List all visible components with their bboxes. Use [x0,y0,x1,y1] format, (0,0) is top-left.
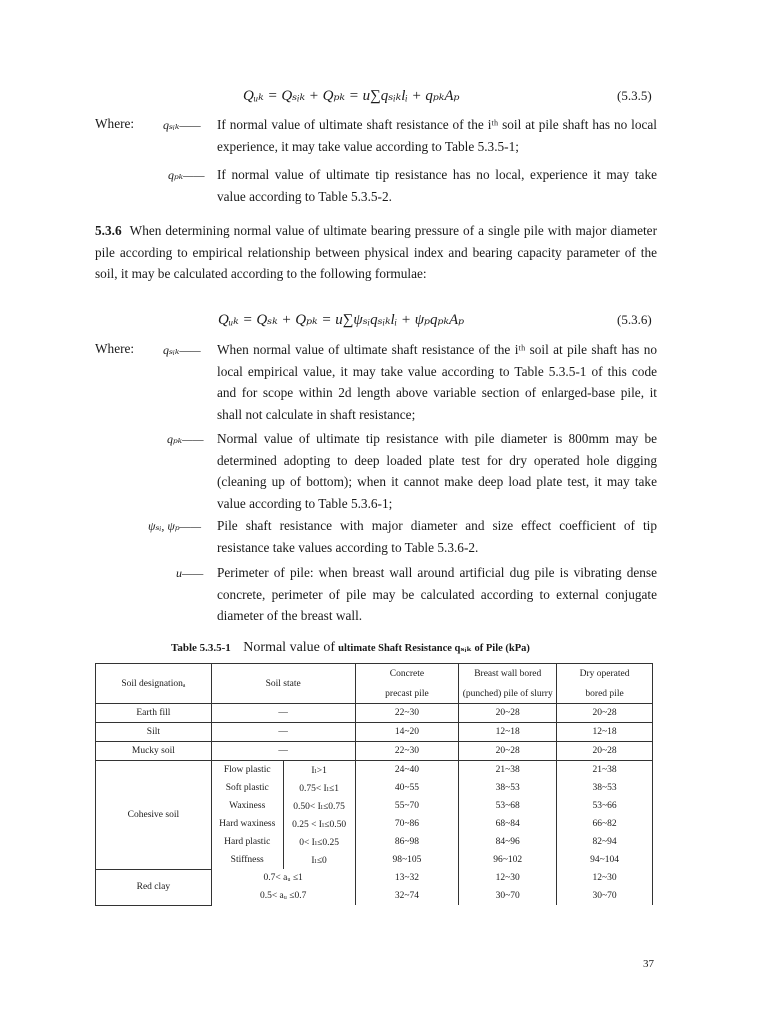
cell-value: 30~70 [557,887,653,905]
symbol-qsik-2: qₛᵢₖ—— [163,343,201,357]
cell-value: 86~98 [355,833,459,851]
cell-value: 38~53 [459,779,557,797]
cell-value: 32~74 [355,887,459,905]
cell-range: 0.50< Iₗ≤0.75 [283,797,355,815]
cell-soil: Mucky soil [96,742,212,761]
cell-cohesive-soil: Cohesive soil [96,761,212,870]
cell-red-clay: Red clay [96,869,212,905]
cell-value: 21~38 [459,761,557,780]
header-soil-state: Soil state [211,664,355,704]
cell-state: Soft plastic [211,779,283,797]
section-number: 5.3.6 [95,223,122,238]
cell-state: — [211,704,355,723]
cell-value: 70~86 [355,815,459,833]
where-label: Where: [95,116,135,131]
cell-value: 53~68 [459,797,557,815]
cell-value: 55~70 [355,797,459,815]
symbol-qpk: qₚₖ—— [168,168,205,182]
equation-number-5-3-5: (5.3.5) [617,88,652,103]
section-text: When determining normal value of ultimate bearing pressure of a single pile with major diameter pile according to empirical relationship between physical index and bearing capacity parameter of the soil, it may be calculated according to the following formulae: [95,223,658,281]
table-row [96,761,653,780]
definition-qpk: If normal value of ultimate tip resistance has no local, experience it may take value according to Table 5.3.5-2. [217,167,657,204]
cell-value: 20~28 [459,742,557,761]
page-number: 37 [643,958,654,970]
cell-value: 84~96 [459,833,557,851]
table-row [96,869,653,887]
section-5-3-6-paragraph [95,220,657,285]
cell-value: 12~30 [459,869,557,887]
where-label-2: Where: [95,341,135,356]
cell-state: Hard waxiness [211,815,283,833]
table-title-part1: Normal value of [243,640,336,655]
cell-range: 0.75< Iₗ≤1 [283,779,355,797]
table-row [96,723,653,742]
cell-range: Iₗ≤0 [283,851,355,869]
cell-value: 40~55 [355,779,459,797]
cell-value: 94~104 [557,851,653,869]
cell-value: 98~105 [355,851,459,869]
table-caption [171,640,530,656]
cell-value: 21~38 [557,761,653,780]
cell-value: 24~40 [355,761,459,780]
symbol-qpk-2: qₚₖ—— [167,432,204,446]
table-number: Table 5.3.5-1 [171,642,231,654]
cell-state: — [211,742,355,761]
cell-value: 96~102 [459,851,557,869]
table-header-row [96,664,653,704]
header-soil-designation: Soil designationₐ [96,664,212,704]
definition-qsik-2: When normal value of ultimate shaft resistance of the iᵗʰ soil at pile shaft has no local empirical value, it may take value according to Table 5.3.5-1 of this code and for scope within 2d length above variable section of enlarged-base pile, it shall not calculate in shaft resistance; [217,342,657,422]
cell-state: Waxiness [211,797,283,815]
cell-state: Flow plastic [211,761,283,780]
cell-value: 12~18 [557,723,653,742]
shaft-resistance-table [95,663,653,906]
symbol-u: u—— [176,566,204,580]
cell-range: 0< Iₗ≤0.25 [283,833,355,851]
definition-qpk-2: Normal value of ultimate tip resistance with pile diameter is 800mm may be determined adopting to deep loaded plate test for dry operated hole digging (cleaning up of bottom); when it cannot make deep load plate test, it may take value according to Table 5.3.6-1; [217,431,657,511]
definition-u: Perimeter of pile: when breast wall around artificial dug pile is vibrating dense concrete, perimeter of pile may be calculated according to external conjugate diameter of the breast wall. [217,565,657,623]
cell-value: 13~32 [355,869,459,887]
cell-value: 20~28 [459,704,557,723]
cell-value: 22~30 [355,704,459,723]
cell-value: 20~28 [557,742,653,761]
header-dry-operated: Dry operated bored pile [557,664,653,704]
equation-5-3-5: Qᵤₖ = Qₛᵢₖ + Qₚₖ = u∑qₛᵢₖlᵢ + qₚₖAₚ [243,88,460,104]
cell-state: Hard plastic [211,833,283,851]
cell-value: 30~70 [459,887,557,905]
cell-value: 66~82 [557,815,653,833]
cell-value: 14~20 [355,723,459,742]
cell-soil: Earth fill [96,704,212,723]
table-title-part2: ultimate Shaft Resistance qₛᵢₖ of Pile (kPa) [338,643,530,654]
cell-value: 12~18 [459,723,557,742]
table-row [96,742,653,761]
equation-number-5-3-6: (5.3.6) [617,312,652,327]
header-breast-wall-bored: Breast wall bored (punched) pile of slurry [459,664,557,704]
symbol-psi: ψₛᵢ, ψₚ—— [148,519,201,533]
cell-state: — [211,723,355,742]
cell-soil: Silt [96,723,212,742]
cell-value: 53~66 [557,797,653,815]
cell-range: Iₗ>1 [283,761,355,780]
equation-5-3-6: Qᵤₖ = Qₛₖ + Qₚₖ = u∑ψₛᵢqₛᵢₖlᵢ + ψₚqₚₖAₚ [218,312,465,328]
cell-value: 20~28 [557,704,653,723]
definition-psi: Pile shaft resistance with major diameter and size effect coefficient of tip resistance take values according to Table 5.3.6-2. [217,518,657,555]
cell-value: 68~84 [459,815,557,833]
cell-state: Stiffness [211,851,283,869]
table-row [96,704,653,723]
cell-value: 22~30 [355,742,459,761]
cell-value: 12~30 [557,869,653,887]
cell-range: 0.25 < Iₗ≤0.50 [283,815,355,833]
cell-value: 38~53 [557,779,653,797]
symbol-qsik: qₛᵢₖ—— [163,118,201,132]
cell-range: 0.5< aᵤ ≤0.7 [211,887,355,905]
cell-value: 82~94 [557,833,653,851]
definition-qsik: If normal value of ultimate shaft resistance of the iᵗʰ soil at pile shaft has no local experience, it may take value according to Table 5.3.5-1; [217,117,657,154]
cell-range: 0.7< aᵤ ≤1 [211,869,355,887]
header-concrete-precast: Concrete precast pile [355,664,459,704]
